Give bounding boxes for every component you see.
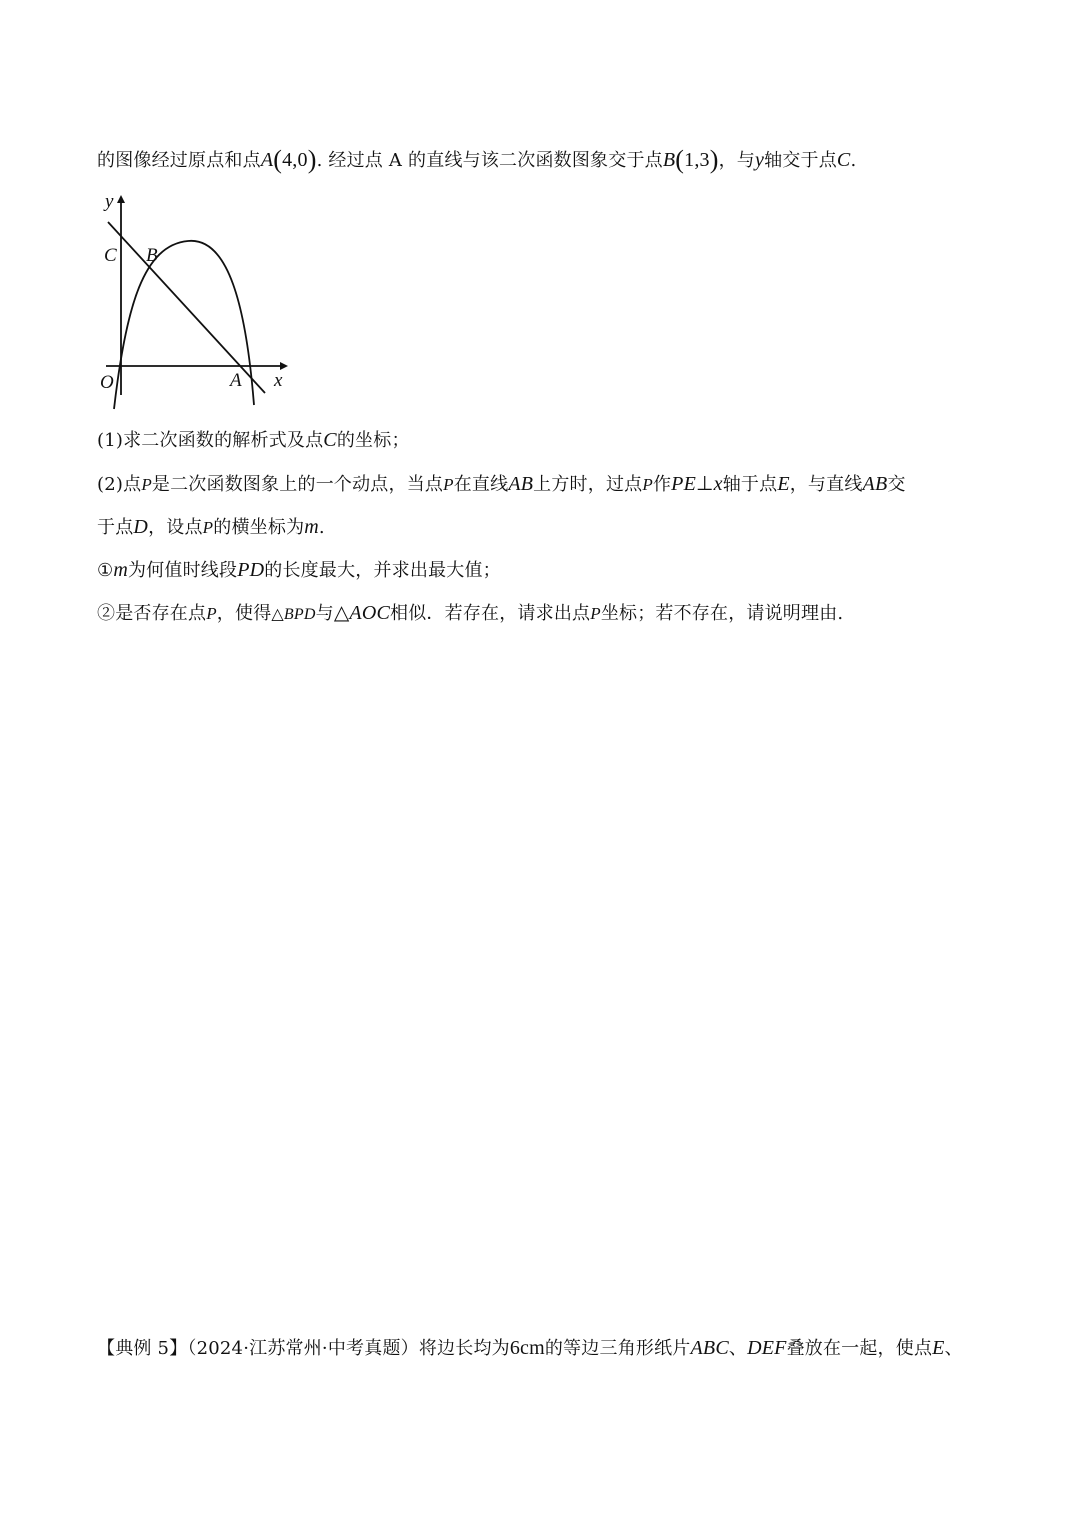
- intro-text-3: ，与: [718, 150, 756, 171]
- example-5-line: [97, 1336, 963, 1361]
- question-1: [97, 428, 410, 453]
- point-a-coords: 4,0: [282, 149, 308, 171]
- example-def: DEF: [747, 1337, 787, 1359]
- q4-text-c: 与: [315, 603, 334, 624]
- intro-line: 的图像经过原点和点A(4,0). 经过点 A 的直线与该二次函数图象交于点B(1,3)，与y轴交于点C.: [97, 145, 857, 174]
- q1-point-c: C: [323, 429, 337, 451]
- point-b-label: B: [662, 149, 676, 171]
- example-abc: ABC: [690, 1337, 729, 1359]
- label-x: x: [274, 370, 283, 391]
- label-a: A: [230, 370, 242, 391]
- question-2-part-1: [97, 558, 501, 583]
- q4-text-d: 相似．若存在，请求出点: [390, 603, 591, 624]
- q2-ab1: AB: [508, 473, 534, 495]
- q3-pd: PD: [237, 559, 265, 581]
- q1-text-a: (1)求二次函数的解析式及点: [97, 430, 324, 451]
- q4-text-a: ②是否存在点: [97, 603, 207, 624]
- example-bracket-open: 【: [97, 1338, 116, 1359]
- example-label: 典例 5: [115, 1338, 170, 1359]
- q2-text-h: 交: [887, 474, 906, 495]
- q2-p2: P: [443, 475, 454, 494]
- intro-text-5: .: [850, 150, 857, 171]
- q3-text-a: 为何值时线段: [128, 560, 238, 581]
- example-text-4: 、: [944, 1338, 963, 1359]
- question-2-part-2: [97, 601, 843, 627]
- q3-circle: ①: [97, 560, 114, 581]
- q2-text-a: (2)点: [97, 474, 142, 495]
- label-b: B: [146, 245, 158, 266]
- q4-triangle-bpd: △BPD: [271, 606, 316, 623]
- q4-text-e: 坐标；若不存在，请说明理由.: [600, 603, 844, 624]
- point-b-coords: 1,3: [684, 149, 710, 171]
- intro-text-1: 的图像经过原点和点: [97, 150, 261, 171]
- example-e: E: [932, 1337, 945, 1359]
- q2-line2-a: 于点: [97, 517, 134, 538]
- q2-e: E: [777, 473, 790, 495]
- label-y: y: [105, 191, 114, 212]
- q2-line2-b: ，设点: [148, 517, 203, 538]
- q4-p1: P: [206, 604, 217, 623]
- label-c: C: [104, 245, 117, 266]
- question-2-line-2: [97, 515, 325, 540]
- intro-text-4: 轴交于点: [764, 150, 837, 171]
- question-2-line-1: [97, 472, 906, 497]
- q4-text-b: ，使得: [216, 603, 272, 624]
- q3-m: m: [113, 559, 128, 581]
- example-sep: 、: [728, 1338, 748, 1359]
- q2-m: m: [304, 516, 319, 538]
- example-text-2: 的等边三角形纸片: [544, 1338, 691, 1359]
- example-length: 6cm: [509, 1337, 545, 1359]
- q2-p1: P: [141, 475, 152, 494]
- q2-text-d: 上方时，过点: [533, 474, 643, 495]
- q3-text-b: 的长度最大，并求出最大值；: [264, 560, 501, 581]
- point-c-label: C: [836, 149, 851, 171]
- q2-pe: PE: [671, 473, 696, 495]
- example-source: （2024·江苏常州·中考真题）: [187, 1338, 419, 1359]
- q2-text-g: ，与直线: [789, 474, 863, 495]
- q2-text-b: 是二次函数图象上的一个动点，当点: [151, 474, 444, 495]
- q2-text-c: 在直线: [453, 474, 509, 495]
- q2-p4: P: [202, 518, 214, 537]
- y-variable: y: [755, 149, 765, 171]
- q2-ab2: AB: [862, 473, 888, 495]
- label-o: O: [100, 372, 114, 393]
- intro-text-2: . 经过点 A 的直线与该二次函数图象交于点: [316, 150, 663, 171]
- q4-triangle-aoc: △AOC: [333, 602, 391, 624]
- example-text-1: 将边长均为: [418, 1338, 510, 1359]
- point-a-label: A: [260, 149, 274, 171]
- example-text-3: 叠放在一起，使点: [786, 1338, 933, 1359]
- q2-perp: ⊥: [696, 473, 714, 495]
- q2-p3: P: [642, 475, 653, 494]
- q4-p2: P: [590, 604, 601, 623]
- q2-line2-c: 的横坐标为: [213, 517, 305, 538]
- q2-text-e: 作: [652, 474, 672, 495]
- q1-text-b: 的坐标；: [336, 430, 410, 451]
- q2-x: x: [713, 473, 723, 495]
- q2-text-f: 轴于点: [722, 474, 778, 495]
- parabola-figure: [96, 185, 316, 415]
- q2-d: D: [133, 516, 149, 538]
- example-bracket-close: 】: [169, 1338, 188, 1359]
- q2-line2-d: .: [318, 517, 325, 538]
